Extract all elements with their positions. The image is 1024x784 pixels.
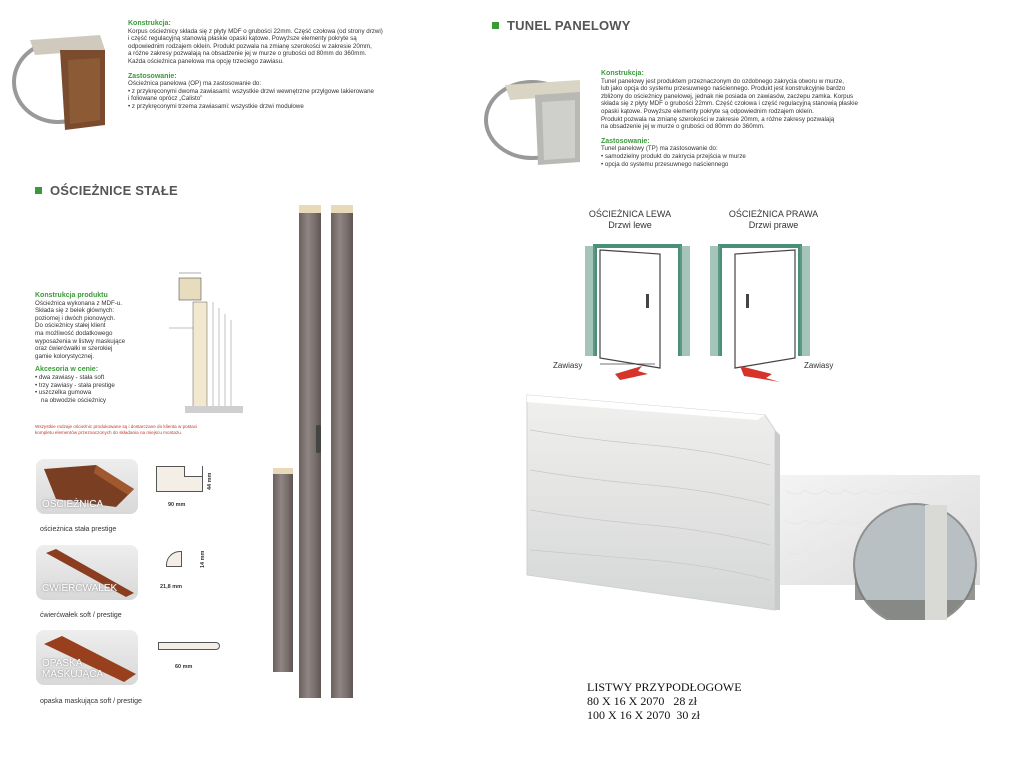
tunel-title: TUNEL PANELOWY (492, 18, 631, 33)
akcesoria-heading: Akcesoria w cenie: (35, 366, 99, 374)
profile-cwiercwalek (166, 551, 182, 567)
frame-jamb-left-cap (299, 205, 321, 213)
hinges-label-left: Zawiasy (553, 361, 583, 370)
frame-cross-section-diagram (165, 268, 250, 418)
konstrukcja-heading: Konstrukcja: (128, 20, 171, 27)
product-thumb-cwiercwalek: ĆWIERĆWAŁEK (36, 545, 138, 600)
stale-title: OŚCIEŻNICE STAŁE (35, 183, 178, 198)
product-thumb-osciežnica: OŚCIEŻNICA (36, 459, 138, 514)
frame-jamb-left (299, 210, 321, 698)
konstrukcja-produktu-text: Ościeżnica wykonana z MDF-u. Składa się z belek głównych: poziomej i dwóch pionowych. Do ościeżnicy stałej klient ma możliwość dodatkowego wyposażenia w listwy maskujące oraz ćwierćwałki w szerokiej gamie kolorystycznej. (35, 299, 126, 360)
zastosowanie-heading: Zastosowanie: (128, 72, 177, 80)
assembly-note: Wszystkie rodzaje ościeżnic produkowane są i dostarczane do klienta w postaci kompletu elementów przeznaczonych do składania na miejscu montażu. (35, 424, 198, 435)
dim-width: 90 mm (168, 502, 186, 508)
product-caption: opaska maskująca soft / prestige (40, 698, 142, 705)
frame-jamb-right-cap (331, 205, 353, 213)
tunel-konstrukcja-heading: Konstrukcja: (601, 70, 644, 77)
frame-short-piece-cap (273, 468, 293, 474)
listwy-price-1: 80 X 16 X 2070 28 zł (587, 694, 697, 708)
listwy-price-2: 100 X 16 X 2070 30 zł (587, 708, 700, 722)
door-left-label: OŚCIEŻNICA LEWA Drzwi lewe (588, 209, 672, 230)
door-right-label: OŚCIEŻNICA PRAWA Drzwi prawe (728, 209, 819, 230)
dim-width: 60 mm (175, 664, 193, 670)
tunel-konstrukcja-text: Tunel panelowy jest produktem przeznaczonym do ozdobnego zakrycia otworu w murze, lub jako opcja do systemu przesuwnego naściennego. Produkt jest konstrukcyjnie bardzo zbliżony do ościeżnicy panelowej, jednak nie posiada on zawiasów, zaczepu zamka. Korpus składa się z płyty MDF o grubości 22mm. Część czołowa i część regulacyjną stanowią płaskie opaski kątowe. Powyższe elementy pokryte są odpowiednim rodzajem okleín. Produkt pozwala na zmianę szerokości w zakresie 20mm, a różne zakresy pozwalają na obsadzenie jej w murze o grubości od 80mm do 360mm. (601, 77, 858, 131)
frame-short-piece (273, 472, 293, 672)
konstrukcja-produktu-heading: Konstrukcja produktu (35, 292, 108, 299)
konstrukcja-text: Korpus ościeżnicy składa się z płyty MDF o grubości 22mm. Część czołowa (od strony drzwi) i część regulacyjną stanowią płaskie opaski kątowe. Powyższe elementy pokryte są odpowiednim rodzajem okleín. Produkt pozwala na zmianę szerokości w zakresie 20mm, a różne zakresy pozwalają na obsadzenie jej w murze o grubości od 80mm do 360mm. Każda ościeżnica panelowa ma opcję trzeciego zawiasu. (128, 27, 383, 65)
hinge-icon (316, 425, 321, 453)
hinges-label-right: Zawiasy (804, 361, 834, 370)
dim-height: 44 mm (207, 472, 213, 490)
product-caption: ćwierćwałek soft / prestige (40, 612, 122, 619)
panel-frame-image (10, 20, 110, 130)
product-thumb-opaska: OPASKA MASKUJĄCA (36, 630, 138, 685)
tunel-zastosowanie-text: Tunel panelowy (TP) ma zastosowanie do: • samodzielny produkt do zakrycia przejścia w murze • opcja do systemu przesuwnego naściennego (601, 145, 746, 168)
zastosowanie-text: Ościeżnica panelowa (OP) ma zastosowanie do: • z przykręconymi dwoma zawiasami: wszystkie drzwi wewnętrzne przylgowe lakierowane i foliowane oprócz „Calisto” • z przykręconymi trzema zawiasami: wszystkie drzwi modułowe (128, 80, 374, 110)
profile-opaska (158, 642, 220, 650)
akcesoria-list: • dwa zawiasy - stała soft • trzy zawiasy - stała prestige • uszczelka gumowa na obwodzie ościeżnicy (35, 373, 115, 404)
tunel-zastosowanie-heading: Zastosowanie: (601, 137, 650, 145)
skirting-board-image (525, 390, 980, 620)
dim-width: 21,8 mm (160, 584, 183, 590)
listwy-title: LISTWY PRZYPODŁOGOWE (587, 680, 742, 694)
tunel-frame-image (480, 70, 590, 165)
listwy-prices (587, 680, 742, 722)
bullet-square-icon (492, 22, 499, 29)
dim-height: 14 mm (200, 550, 206, 568)
bullet-square-icon (35, 187, 42, 194)
product-caption: ościeżnica stała prestige (40, 526, 117, 533)
frame-jamb-right (331, 210, 353, 698)
